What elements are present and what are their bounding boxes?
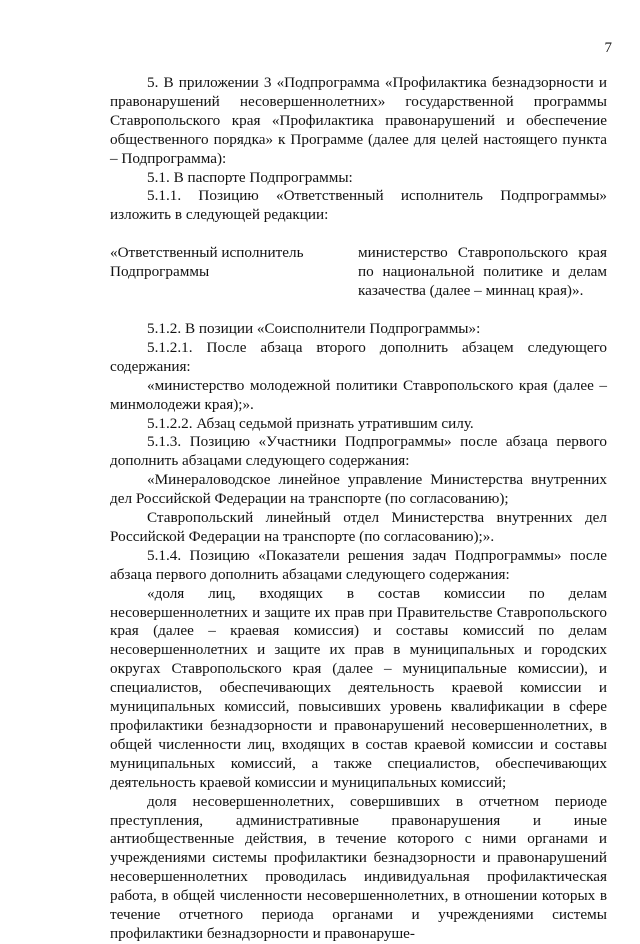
- page-number: 7: [604, 40, 612, 56]
- paragraph-5: 5. В приложении 3 «Подпрограмма «Профилактика безнадзорности и правонарушений несовершеннолетних» государственной программы Ставропольского края «Профилактика правонарушений и обеспечение общественного порядка» к Программе (далее для целей настоящего пункта – Подпрограмма):: [110, 74, 607, 167]
- paragraph-5-1: 5.1. В паспорте Подпрограммы:: [147, 168, 353, 186]
- paragraph-5-1-2-1: 5.1.2.1. После абзаца второго дополнить абзацем следующего содержания:: [110, 338, 607, 375]
- quoted-stavropol-linear-department: Ставропольский линейный отдел Министерства внутренних дел Российской Федерации на транспорте (по согласованию);».: [110, 509, 607, 545]
- paragraph-5-1-1: 5.1.1. Позицию «Ответственный исполнитель Подпрограммы» изложить в следующей редакции:: [110, 187, 607, 224]
- position-table: [110, 244, 607, 301]
- paragraph-5-1-2: 5.1.2. В позиции «Соисполнители Подпрограммы»:: [147, 319, 481, 337]
- paragraph-5-1-4: 5.1.4. Позицию «Показатели решения задач Подпрограммы» после абзаца первого дополнить абзацами следующего содержания:: [110, 546, 607, 583]
- position-name-line-2: Подпрограммы: [110, 263, 210, 281]
- document-body: [110, 74, 607, 944]
- paragraph-5-1-2-2: 5.1.2.2. Абзац седьмой признать утратившим силу.: [147, 414, 474, 432]
- quoted-commission-share: «доля лиц, входящих в состав комиссии по делам несовершеннолетних и защите их прав при Правительстве Ставропольского края (далее – краевая комиссия) и составы комиссий по делам несовершеннолетних и защите их прав в муниципальных и городских округах Ставропольского края (далее – муниципальные комиссии), и специалистов, обеспечивающих деятельность краевой комиссии и муниципальных комиссий, повысивших уровень квалификации в сфере профилактики безнадзорности и правонарушений несовершеннолетних, в общей численности лиц, входящих в состав краевой комиссии и составы муниципальных комиссий, а также специалистов, обеспечивающих деятельность краевой комиссии и муниципальных комиссий;: [110, 584, 607, 791]
- quoted-ministry-youth: «министерство молодежной политики Ставропольского края (далее – минмолодежи края);».: [110, 376, 607, 413]
- position-value-cell: министерство Ставропольского края по национальной политике и делам казачества (далее – миннац края)».: [358, 244, 607, 300]
- position-name-cell: [110, 244, 338, 301]
- paragraph-5-1-3: 5.1.3. Позицию «Участники Подпрограммы» после абзаца первого дополнить абзацами следующего содержания:: [110, 433, 607, 470]
- position-name-line-1: «Ответственный исполнитель: [110, 244, 304, 262]
- minors-share-paragraph: доля несовершеннолетних, совершивших в отчетном периоде преступления, административные правонарушения и иные антиобщественные действия, в течение которого с ними органами и учреждениями системы профилактики безнадзорности и правонарушений несовершеннолетних проводилась индивидуальная профилактическая работа, в общей численности несовершеннолетних, в отношении которых в течение отчетного периода органами и учреждениями системы профилактики безнадзорности и правонаруше-: [110, 792, 607, 942]
- quoted-mineralnye-vody-directorate: «Минераловодское линейное управление Министерства внутренних дел Российской Федерации на транспорте (по согласованию);: [110, 471, 607, 508]
